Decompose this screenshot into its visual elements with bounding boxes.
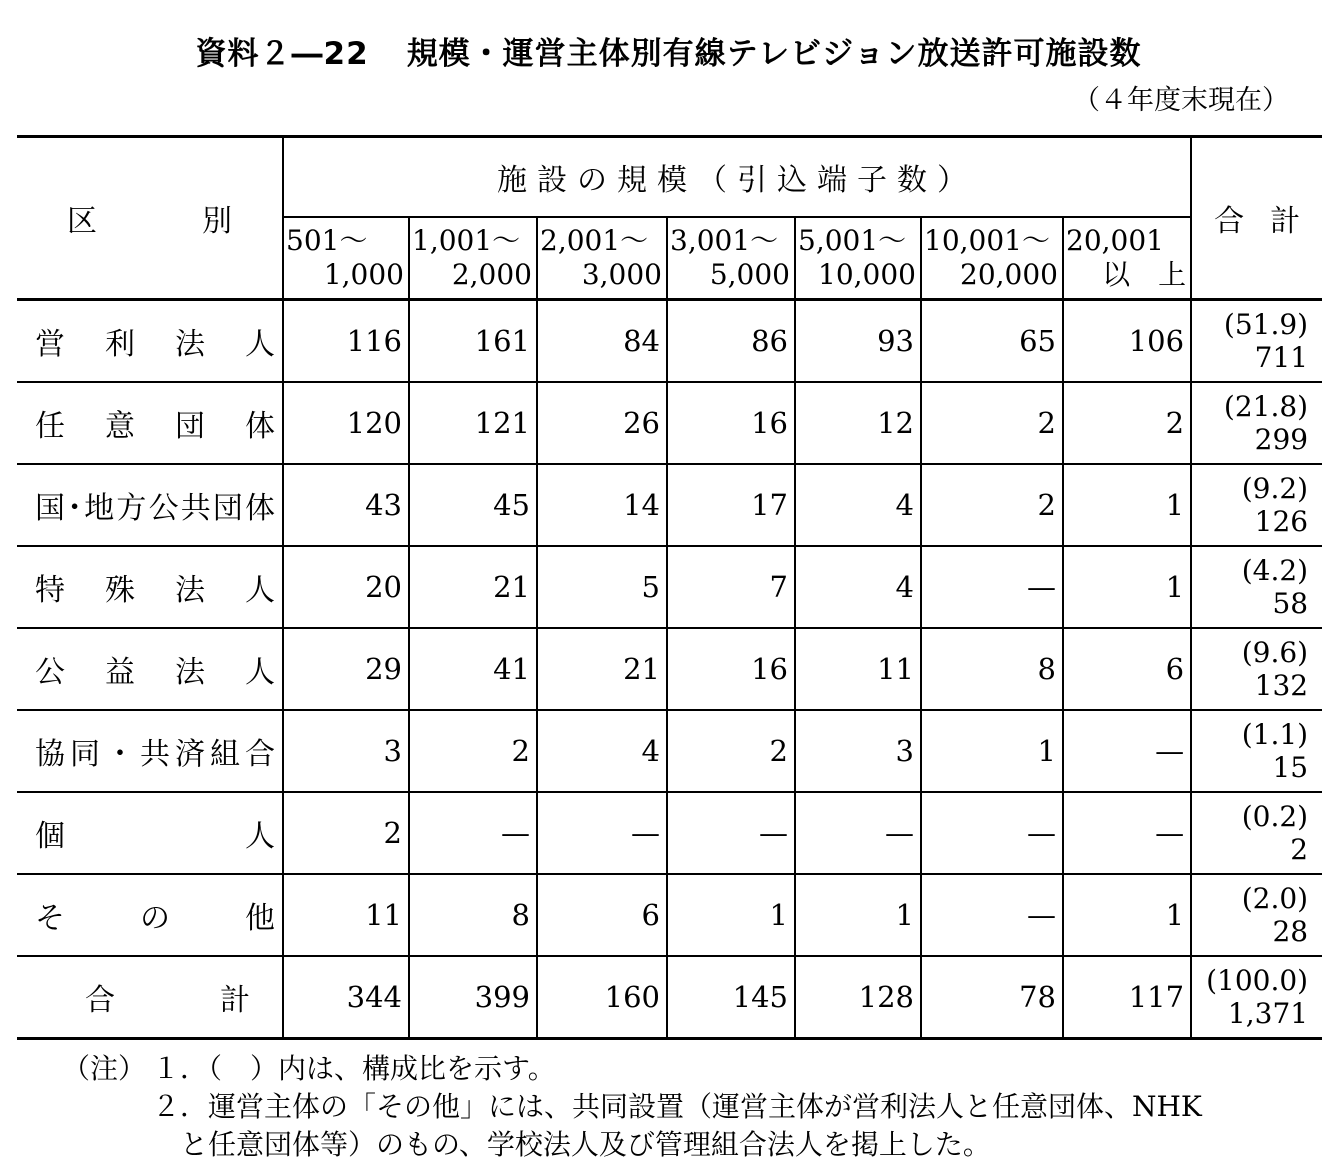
table-cell: 21 [537,628,667,710]
table-cell: 399 [409,956,537,1039]
table-cell: 8 [921,628,1063,710]
ratio: (9.2) [1241,472,1309,505]
note-2-continued: と任意団体等）のもの、学校法人及び管理組合法人を掲上した。 [180,1128,991,1161]
row-label: 合計 [17,956,283,1039]
table-cell: 4 [795,546,921,628]
table-row [17,956,1322,1039]
table-row [17,628,1322,710]
row-label: 公益法人 [17,628,283,710]
ratio: (51.9) [1223,308,1309,341]
table-cell: 117 [1063,956,1191,1039]
ratio: (4.2) [1241,554,1309,587]
row-label: 個人 [17,792,283,874]
total-header: 合計 [1191,137,1322,300]
table-cell: 43 [283,464,409,546]
table-row [17,464,1322,546]
range-header [1063,217,1191,300]
table-row [17,710,1322,792]
table-cell: 16 [667,382,795,464]
table-cell: 120 [283,382,409,464]
table-cell: 106 [1063,300,1191,383]
total-count: 126 [1254,505,1309,538]
table-cell: 16 [667,628,795,710]
note-2: ２．運営主体の「その他」には、共同設置（運営主体が営利法人と任意団体、NHK [152,1090,1202,1123]
row-total [1191,710,1322,792]
row-total [1191,792,1322,874]
row-total [1191,874,1322,956]
table-cell: 86 [667,300,795,383]
range-end: 1,000 [323,258,404,291]
table-cell: 2 [921,382,1063,464]
table-cell: 6 [537,874,667,956]
range-end: 5,000 [709,258,790,291]
row-total [1191,300,1322,383]
table-cell: 161 [409,300,537,383]
table-cell: 26 [537,382,667,464]
table-cell: — [537,792,667,874]
table-cell: 1 [1063,874,1191,956]
table-cell: 5 [537,546,667,628]
table-cell: 6 [1063,628,1191,710]
table-cell: 11 [283,874,409,956]
total-count: 132 [1254,669,1309,702]
range-header [795,217,921,300]
table-row [17,792,1322,874]
row-label: 営利法人 [17,300,283,383]
table-cell: 3 [283,710,409,792]
range-header [283,217,409,300]
table-cell: 65 [921,300,1063,383]
table-cell: 2 [667,710,795,792]
row-label: その他 [17,874,283,956]
ratio: (1.1) [1241,718,1309,751]
ratio: (100.0) [1206,964,1309,997]
page-title [0,28,1337,73]
total-count: 58 [1272,587,1309,620]
table-cell: 1 [795,874,921,956]
ratio: (21.8) [1223,390,1309,423]
table-cell: 14 [537,464,667,546]
table-cell: 1 [921,710,1063,792]
table-cell: 20 [283,546,409,628]
table-cell: 3 [795,710,921,792]
table-cell: 21 [409,546,537,628]
table-cell: 93 [795,300,921,383]
table-cell: 2 [283,792,409,874]
table-cell: 12 [795,382,921,464]
table-row [17,300,1322,383]
range-start: 501～ [286,224,368,257]
ratio: (2.0) [1241,882,1309,915]
table-cell: — [667,792,795,874]
table-cell: — [409,792,537,874]
table-cell: — [921,874,1063,956]
table-cell: 128 [795,956,921,1039]
total-count: 15 [1272,751,1309,784]
range-start: 1,001～ [412,224,521,257]
title-text: 規模・運営主体別有線テレビジョン放送許可施設数 [406,36,1142,72]
table-cell: 2 [409,710,537,792]
table-cell: 41 [409,628,537,710]
row-header: 区別 [17,137,283,300]
range-header [667,217,795,300]
table-cell: 145 [667,956,795,1039]
total-count: 2 [1290,833,1309,866]
table-cell: 11 [795,628,921,710]
range-start: 2,001～ [540,224,649,257]
table-cell: — [1063,710,1191,792]
table-cell: — [921,792,1063,874]
table-cell: 17 [667,464,795,546]
range-start: 10,001～ [924,224,1050,257]
range-start: 5,001～ [798,224,907,257]
table-row [17,874,1322,956]
range-end: 2,000 [451,258,532,291]
facility-table [17,135,1322,1040]
row-total [1191,464,1322,546]
range-end: 以 上 [1102,258,1187,291]
document-code: 資料２―22 [195,36,369,72]
total-count: 299 [1254,423,1309,456]
table-cell: 160 [537,956,667,1039]
table-cell: 4 [537,710,667,792]
row-total [1191,628,1322,710]
table-cell: 344 [283,956,409,1039]
row-label: 任意団体 [17,382,283,464]
table-cell: 4 [795,464,921,546]
table-cell: 1 [1063,546,1191,628]
table-cell: — [795,792,921,874]
range-end: 3,000 [581,258,662,291]
range-start: 20,001 [1066,224,1164,257]
range-end: 20,000 [960,258,1058,291]
ratio: (9.6) [1241,636,1309,669]
scale-header: 施設の規模（引込端子数） [283,137,1191,218]
table-row [17,546,1322,628]
table-cell: 116 [283,300,409,383]
row-total [1191,382,1322,464]
notes [62,1050,1202,1164]
range-end: 10,000 [818,258,916,291]
as-of-date: （４年度末現在） [1073,85,1289,116]
table-row [17,382,1322,464]
notes-lead: （注） [62,1052,147,1085]
table-cell: 1 [667,874,795,956]
table-cell: 1 [1063,464,1191,546]
table-cell: 2 [921,464,1063,546]
table-cell: 8 [409,874,537,956]
range-start: 3,001～ [670,224,779,257]
row-total [1191,546,1322,628]
table-cell: 78 [921,956,1063,1039]
total-count: 711 [1254,341,1309,374]
range-header [921,217,1063,300]
table-cell: 29 [283,628,409,710]
table-cell: — [1063,792,1191,874]
row-label: 国･地方公共団体 [17,464,283,546]
range-header [409,217,537,300]
row-total [1191,956,1322,1039]
range-header [537,217,667,300]
note-1: １．（ ）内は、構成比を示す。 [152,1052,556,1085]
total-count: 28 [1272,915,1309,948]
table-cell: 84 [537,300,667,383]
table-cell: 7 [667,546,795,628]
table-cell: 2 [1063,382,1191,464]
row-label: 協同・共済組合 [17,710,283,792]
table-cell: — [921,546,1063,628]
table-cell: 121 [409,382,537,464]
table-cell: 45 [409,464,537,546]
row-label: 特殊法人 [17,546,283,628]
total-count: 1,371 [1227,997,1309,1030]
ratio: (0.2) [1241,800,1309,833]
